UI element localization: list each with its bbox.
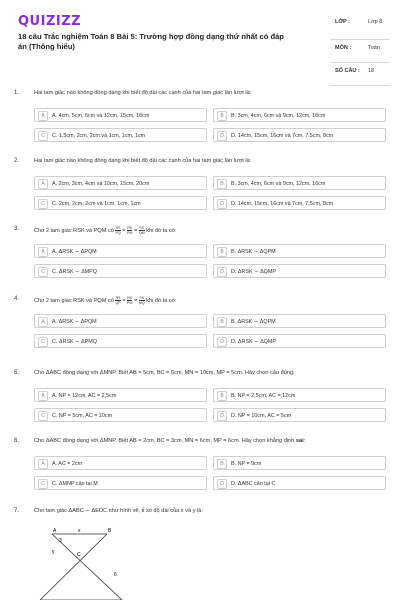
option-letter: C (38, 411, 48, 421)
question-number: 7. (14, 508, 20, 514)
option-letter: B (217, 111, 227, 121)
question-number: 1. (14, 90, 20, 96)
option-text: B. NP = 9cm (231, 460, 262, 467)
option-letter: C (38, 131, 48, 141)
option-a[interactable] (34, 388, 207, 402)
fraction: $\frac{RS}{QP}$ (115, 296, 121, 305)
option-text: C. 2cm, 2cm, 2cm và 1cm, 1cm, 1cm (52, 200, 141, 207)
option-text: A. 2cm, 3cm, 4cm và 10cm, 15cm, 20cm (52, 180, 150, 187)
option-text: B. ΔRSK ∽ ΔQPM (231, 248, 276, 255)
meta-count (330, 63, 390, 86)
option-letter: A (38, 317, 48, 327)
question-text: Hai tam giác nào không đồng dạng khi biết độ dài các cạnh của hai tam giác lần lượt là: (34, 90, 252, 96)
option-text: C. NP = 5cm, AC = 10cm (52, 412, 113, 419)
fraction: $\frac{RK}{PM}$ (127, 226, 133, 235)
option-b[interactable] (213, 176, 386, 190)
meta-panel (330, 14, 390, 86)
option-text: D. ΔRSK ∽ ΔQMP (231, 268, 276, 275)
option-letter: D (217, 267, 227, 277)
label-three: 3 (59, 538, 62, 544)
option-letter: C (38, 267, 48, 277)
option-b[interactable] (213, 244, 386, 258)
option-text: B. 3cm, 4cm, 6cm và 9cm, 12cm, 16cm (231, 180, 326, 187)
option-letter: B (217, 317, 227, 327)
fraction: $\frac{RS}{PQ}$ (115, 226, 121, 235)
question-text: Cho ΔABC đồng dạng với ΔMNP. Biết AB = 5cm, BC = 6cm, MN = 10cm, MP = 5cm. Hãy chọn câu đúng: (34, 370, 295, 376)
option-letter: A (38, 247, 48, 257)
question-text (34, 438, 384, 444)
question-text-start: Cho ΔABC đồng dạng với ΔMNP. Biết AB = 2cm, BC = 3cm, MN = 6cm, MP = 6cm. Hãy chọn khẳng định (34, 438, 295, 444)
label-y: y (52, 549, 55, 555)
question-text: Hai tam giác nào không đồng dạng khi biết độ dài các cạnh của hai tam giác lần lượt là: (34, 158, 252, 164)
option-letter: A (38, 179, 48, 189)
question-text-end: khi đó ta có: (146, 297, 177, 304)
option-b[interactable] (213, 314, 386, 328)
option-a[interactable] (34, 176, 207, 190)
option-c[interactable] (34, 196, 207, 210)
option-letter: D (217, 131, 227, 141)
label-a: A (53, 528, 57, 534)
option-letter: B (217, 179, 227, 189)
question-text-start: Cho 2 tam giác RSK và PQM có (34, 227, 114, 234)
emphasis-word: sai (295, 438, 304, 444)
option-text: D. NP = 10cm, AC = 5cm (231, 412, 292, 419)
option-text: B. 3cm, 4cm, 6cm và 9cm, 12cm, 18cm (231, 112, 326, 119)
option-letter: D (217, 337, 227, 347)
option-letter: B (217, 391, 227, 401)
option-letter: C (38, 479, 48, 489)
question-text: Cho 2 tam giác RSK và PQM có $\frac{RS}{PQ}$ = $\frac{RK}{PM}$ = $\frac{SK}{QM}$ khi đó ta có: (34, 226, 177, 235)
meta-class-label: LỚP : (335, 19, 350, 25)
option-c[interactable] (34, 264, 207, 278)
option-letter: D (217, 411, 227, 421)
option-text: C. ΔMNP cân tại M (52, 480, 98, 487)
fraction: $\frac{SK}{QM}$ (138, 226, 145, 235)
fraction: $\frac{SK}{MQ}$ (138, 296, 145, 305)
option-c[interactable] (34, 334, 207, 348)
option-a[interactable] (34, 314, 207, 328)
option-b[interactable] (213, 456, 386, 470)
option-a[interactable] (34, 108, 207, 122)
option-letter: C (38, 337, 48, 347)
question-text-end: khi đó ta có: (146, 227, 177, 234)
meta-subject (330, 40, 390, 63)
option-text: C. ΔRSK ∽ ΔPMQ (52, 338, 97, 345)
option-a[interactable] (34, 456, 207, 470)
option-text: D. ΔABC cân tại C (231, 480, 276, 487)
meta-count-label: SỐ CÂU : (335, 68, 360, 74)
option-text: D. 14cm, 15cm, 16cm và 7cm, 7,5cm, 8cm (231, 132, 334, 139)
option-text: A. ΔRSK ∽ ΔPQM (52, 318, 97, 325)
option-letter: A (38, 459, 48, 469)
question-text-start: Cho 2 tam giác RSK và PQM có (34, 297, 114, 304)
option-letter: B (217, 247, 227, 257)
meta-class (330, 14, 390, 40)
quizizz-logo: QUIZIZZ (18, 14, 82, 29)
option-text: C. 1,5cm, 2cm, 2cm và 1cm, 1cm, 1cm (52, 132, 146, 139)
fraction: $\frac{RK}{PM}$ (127, 296, 133, 305)
label-c: C (77, 552, 81, 558)
meta-count-value: 18 (368, 68, 375, 74)
option-b[interactable] (213, 388, 386, 402)
option-d[interactable] (213, 408, 386, 422)
option-letter: C (38, 199, 48, 209)
page-title: 18 câu Trắc nghiệm Toán 8 Bài 5: Trường hợp đồng dạng thứ nhất có đáp án (Thông hiểu) (18, 32, 284, 51)
question-number: 6. (14, 438, 20, 444)
question-text: Cho tam giác ΔABC ∽ ΔEDC như hình vẽ, tỉ số độ dài của x và y là: (34, 508, 203, 514)
option-d[interactable] (213, 196, 386, 210)
option-a[interactable] (34, 244, 207, 258)
option-b[interactable] (213, 108, 386, 122)
question-text-end: : (303, 438, 306, 444)
question-number: 5. (14, 370, 20, 376)
option-text: C. ΔRSK ∽ ΔMPQ (52, 268, 97, 275)
question-number: 2. (14, 158, 20, 164)
option-d[interactable] (213, 476, 386, 490)
question-number: 3. (14, 226, 20, 232)
option-c[interactable] (34, 408, 207, 422)
option-text: D. 14cm, 15cm, 16cm và 7cm, 7,5cm, 8cm (231, 200, 334, 207)
option-text: D. ΔRSK ∽ ΔQMP (231, 338, 276, 345)
triangle-figure (32, 526, 152, 600)
option-text: A. NP = 12cm, AC = 2,5cm (52, 392, 117, 399)
option-d[interactable] (213, 264, 386, 278)
option-d[interactable] (213, 128, 386, 142)
label-x: x (78, 528, 81, 534)
meta-class-value: Lớp 8 (368, 19, 383, 25)
option-c[interactable] (34, 476, 207, 490)
option-letter: D (217, 479, 227, 489)
option-letter: A (38, 391, 48, 401)
label-six: 6 (114, 572, 117, 578)
option-c[interactable] (34, 128, 207, 142)
question-text: Cho 2 tam giác RSK và PQM có $\frac{RS}{QP}$ = $\frac{RK}{PM}$ = $\frac{SK}{MQ}$ khi đó ta có: (34, 296, 177, 305)
option-letter: B (217, 459, 227, 469)
label-b: B (108, 528, 112, 534)
option-letter: D (217, 199, 227, 209)
option-text: A. ΔRSK ∽ ΔPQM (52, 248, 97, 255)
option-letter: A (38, 111, 48, 121)
option-text: A. AC = 2cm (52, 460, 83, 467)
option-d[interactable] (213, 334, 386, 348)
option-text: A. 4cm, 5cm, 6cm và 12cm, 15cm, 18cm (52, 112, 150, 119)
meta-subject-label: MÔN : (335, 45, 352, 51)
meta-subject-value: Toán (368, 45, 380, 51)
option-text: B. NP = 2,5cm, AC = 12cm (231, 392, 296, 399)
option-text: B. ΔRSK ∽ ΔQPM (231, 318, 276, 325)
question-number: 4. (14, 296, 20, 302)
